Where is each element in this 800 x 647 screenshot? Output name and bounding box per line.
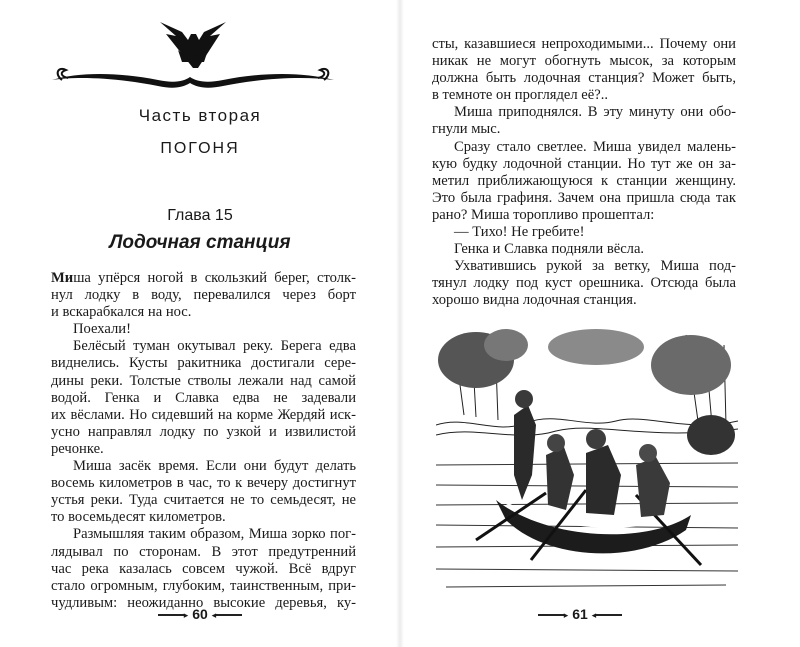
text-line: восемь километров в час, то к вечеру достигнут bbox=[51, 475, 356, 492]
text-line: Поехали! bbox=[73, 321, 131, 338]
rowboat-illustration-icon bbox=[436, 325, 738, 592]
text-line: дины реки. Толстые стволы лежали над самой bbox=[51, 372, 356, 389]
page-number: 61 bbox=[572, 606, 588, 622]
text-line: стало огромным, глубоким, таинственным, при- bbox=[51, 577, 356, 594]
text-line: Миша засёк время. Если они будут делать bbox=[73, 458, 356, 475]
page-number-60: ▸ 60 ◂ bbox=[120, 606, 280, 622]
text-line: Генка и Славка подняли вёсла. bbox=[454, 241, 645, 258]
text-line: чудливым: неожиданно высокие деревья, ку- bbox=[51, 594, 356, 611]
eagle-ornament-icon bbox=[48, 20, 338, 98]
text-line: Миша упёрся ногой в скользкий берег, столк- bbox=[51, 270, 356, 286]
text-line: Ухватившись рукой за ветку, Миша под- bbox=[454, 258, 736, 275]
text-line: гнули мыс. bbox=[432, 121, 501, 138]
text-line: лядывал по сторонам. В этот предутренний bbox=[51, 543, 356, 560]
text-line: устья реки. Туда считается не то семьдесят, не bbox=[51, 492, 356, 509]
text-line: метил приближающуюся к станции женщину. bbox=[432, 172, 736, 189]
page-number-61: ▸ 61 ◂ bbox=[500, 606, 660, 622]
text-line: кую будку лодочной станции. Но тут же он за- bbox=[432, 155, 736, 172]
text-line: рано? Миша торопливо прошептал: bbox=[432, 206, 655, 223]
text-line: тянул лодку под куст орешника. Отсюда была bbox=[432, 275, 736, 292]
text-line: никак не могут обогнуть мысок, за которым bbox=[432, 53, 736, 70]
text-line: Сразу стало светлее. Миша увидел малень- bbox=[454, 138, 736, 155]
chapter-number: Глава 15 bbox=[167, 207, 233, 224]
text-line: сты, казавшиеся непроходимыми... Почему они bbox=[432, 36, 736, 52]
page-number: 60 bbox=[192, 606, 208, 622]
part-title: ПОГОНЯ bbox=[160, 140, 240, 157]
text-line: — Тихо! Не гребите! bbox=[454, 224, 585, 241]
text-line: Это была графиня. Зачем она пришла сюда так bbox=[432, 189, 736, 206]
drop-cap: Ми bbox=[51, 270, 74, 286]
text-line: то восемьдесят километров. bbox=[51, 509, 226, 526]
text-line: и вскарабкался на нос. bbox=[51, 304, 192, 321]
text-line: в темноте он проглядел её?.. bbox=[432, 87, 609, 104]
right-page-text bbox=[432, 36, 736, 310]
text-line: Белёсый туман окутывал реку. Берега едва bbox=[73, 338, 356, 355]
text-line: речонке. bbox=[51, 440, 104, 457]
chapter-title: Лодочная станция bbox=[109, 232, 291, 253]
part-label: Часть вторая bbox=[138, 106, 262, 125]
text-line: Миша приподнялся. В эту минуту они обо- bbox=[454, 104, 736, 121]
left-page-text bbox=[51, 270, 356, 612]
text-line: Размышляя таким образом, Миша зорко пог- bbox=[73, 526, 356, 543]
text-line: нул лодку в воду, перевалился через борт bbox=[51, 287, 356, 304]
text-line: должна быть лодочная станция? Может быть, bbox=[432, 70, 736, 87]
text-line: виднелись. Кусты ракитника достигали сере- bbox=[51, 355, 356, 372]
text-line: усно направлял лодку по узкой и извилистой bbox=[51, 423, 356, 440]
text-line: водой. Генка и Славка едва не задевали bbox=[51, 389, 356, 406]
text-line: час река казалась совсем чужой. Всё вдруг bbox=[51, 560, 356, 577]
text-line: хорошо видна лодочная станция. bbox=[432, 292, 637, 309]
text-line: их вёслами. Но сидевший на корме Жердяй иск- bbox=[51, 406, 356, 423]
